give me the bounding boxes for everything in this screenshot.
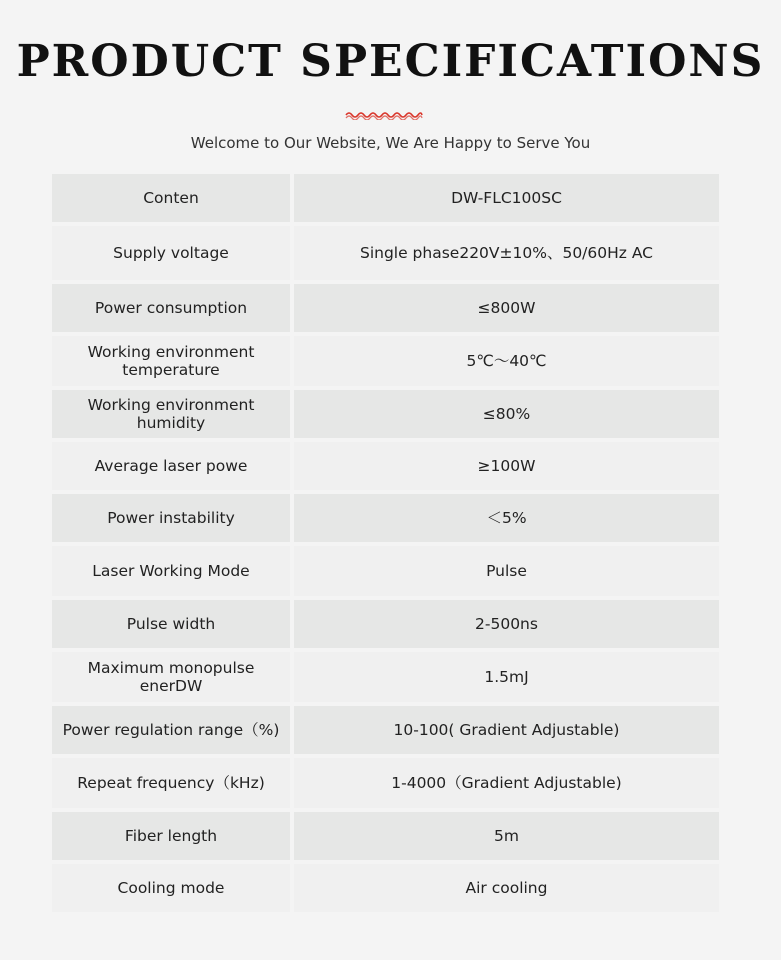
table-row: [52, 864, 719, 912]
spec-label: Power consumption: [52, 284, 290, 332]
spec-value: DW-FLC100SC: [294, 174, 719, 222]
spec-label: Working environment humidity: [52, 390, 290, 438]
page-title: PRODUCT SPECIFICATIONS: [16, 36, 765, 87]
table-row: [52, 600, 719, 648]
spec-label: Cooling mode: [52, 864, 290, 912]
spec-value: ＜5%: [294, 494, 719, 542]
spec-value: Air cooling: [294, 864, 719, 912]
spec-label: Average laser powe: [52, 442, 290, 490]
spec-value: 5℃～40℃: [294, 336, 719, 386]
spec-value: ≤80%: [294, 390, 719, 438]
spec-value: 1-4000（Gradient Adjustable): [294, 758, 719, 808]
table-row: [52, 546, 719, 596]
table-row: [52, 812, 719, 860]
table-row: [52, 706, 719, 754]
spec-value: Pulse: [294, 546, 719, 596]
table-row: [52, 284, 719, 332]
decorative-squiggle: [345, 110, 423, 120]
table-row: [52, 758, 719, 808]
table-row: [52, 390, 719, 438]
table-row: [52, 226, 719, 280]
spec-value: 10-100( Gradient Adjustable): [294, 706, 719, 754]
table-row: [52, 442, 719, 490]
spec-value: ≥100W: [294, 442, 719, 490]
spec-label: Power regulation range（%): [52, 706, 290, 754]
spec-label: Laser Working Mode: [52, 546, 290, 596]
spec-label: Repeat frequency（kHz): [52, 758, 290, 808]
specifications-table: [52, 174, 719, 916]
table-row: [52, 336, 719, 386]
page-subtitle: Welcome to Our Website, We Are Happy to Serve You: [190, 134, 591, 152]
table-row: [52, 494, 719, 542]
spec-label: Working environment temperature: [52, 336, 290, 386]
table-row: [52, 174, 719, 222]
spec-label: Pulse width: [52, 600, 290, 648]
spec-label: Maximum monopulse enerDW: [52, 652, 290, 702]
spec-value: ≤800W: [294, 284, 719, 332]
spec-value: 2-500ns: [294, 600, 719, 648]
table-row: [52, 652, 719, 702]
spec-label: Fiber length: [52, 812, 290, 860]
spec-label: Supply voltage: [52, 226, 290, 280]
spec-value: 5m: [294, 812, 719, 860]
spec-value: 1.5mJ: [294, 652, 719, 702]
spec-label: Power instability: [52, 494, 290, 542]
spec-label: Conten: [52, 174, 290, 222]
spec-value: Single phase220V±10%、50/60Hz AC: [294, 226, 719, 280]
